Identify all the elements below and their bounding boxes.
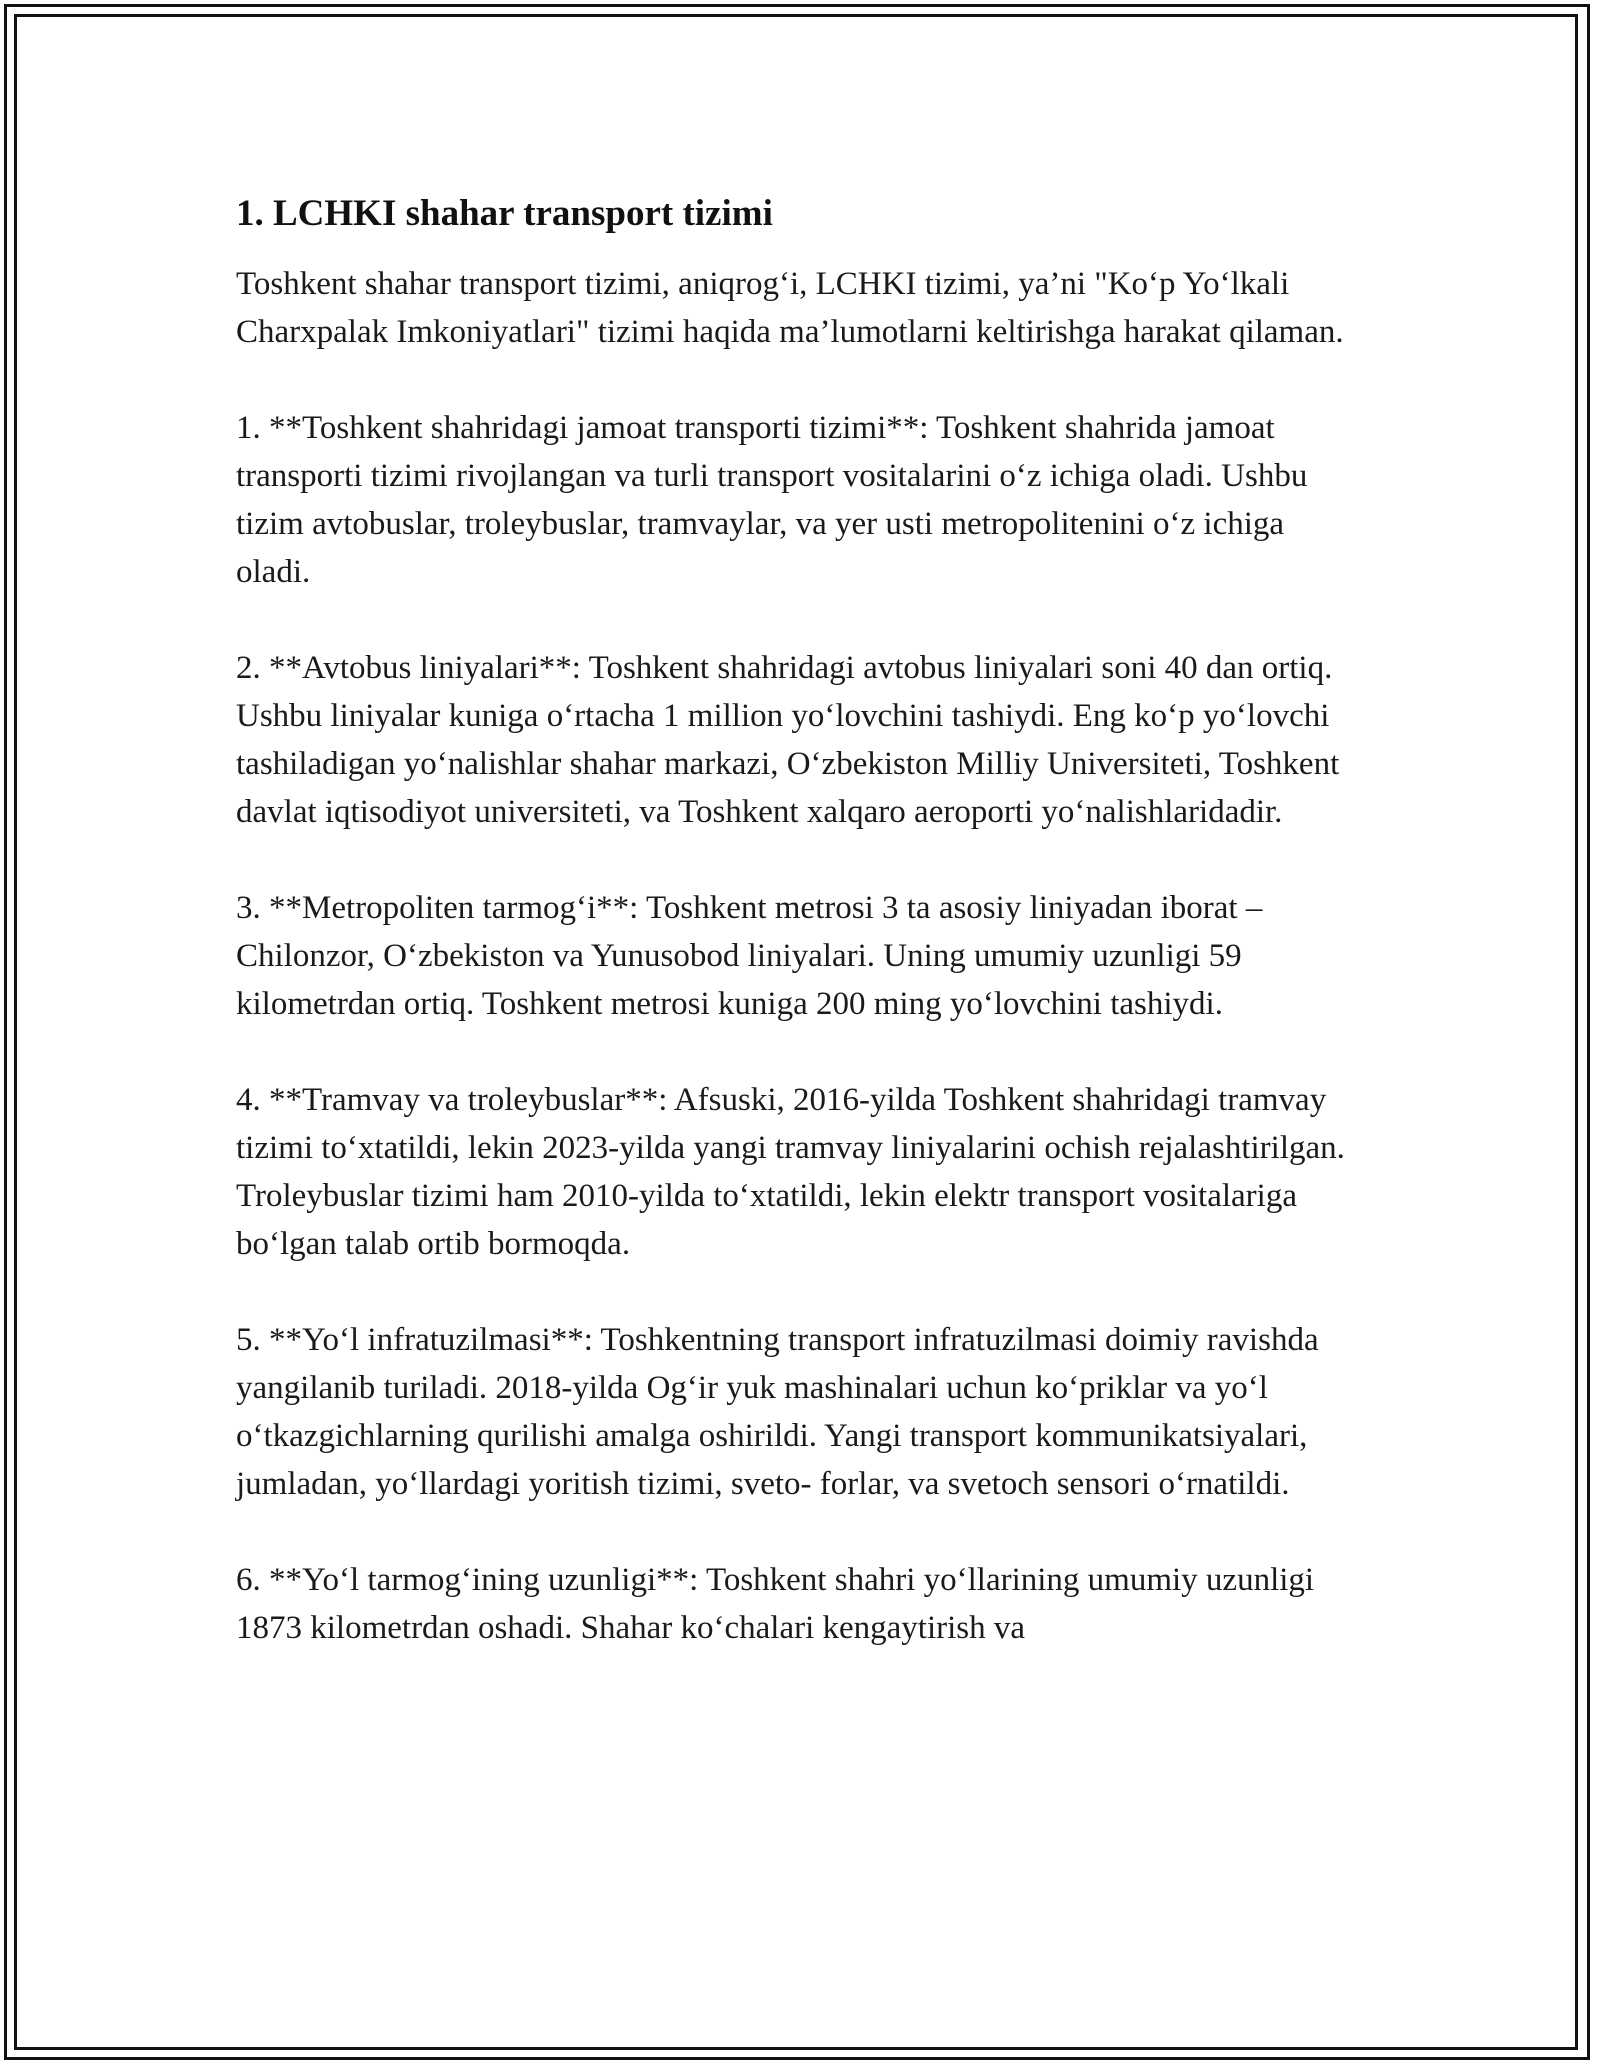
- paragraph-road-infrastructure: 5. **Yo‘l infratuzilmasi**: Toshkentning transport infratuzilmasi doimiy ravishda yangilanib turiladi. 2018-yilda Og‘ir yuk mashinalari uchun ko‘priklar va yo‘l o‘tkazgichlarning qurilishi amalga oshirildi. Yangi transport kommunikatsiyalari, jumladan, yo‘llardagi yoritish tizimi, sveto- forlar, va svetoch sensori o‘rnatildi.: [236, 1322, 1319, 1502]
- paragraph-public-transport: 1. **Toshkent shahridagi jamoat transporti tizimi**: Toshkent shahrida jamoat transporti tizimi rivojlangan va turli transport vositalarini o‘z ichiga oladi. Ushbu tizim avtobuslar, troleybuslar, tramvaylar, va yer usti metropolitenini o‘z ichiga oladi.: [236, 410, 1308, 590]
- document-title: 1. LCHKI shahar transport tizimi: [236, 193, 773, 234]
- paragraph-bus-lines: 2. **Avtobus liniyalari**: Toshkent shahridagi avtobus liniyalari soni 40 dan ortiq. Ushbu liniyalar kuniga o‘rtacha 1 million yo‘lovchini tashiydi. Eng ko‘p yo‘lovchi tashiladigan yo‘nalishlar shahar markazi, O‘zbekiston Milliy Universiteti, Toshkent davlat iqtisodiyot universiteti, va Toshkent xalqaro aeroporti yo‘nalishlaridadir.: [236, 650, 1340, 830]
- paragraph-tram-trolleybus: 4. **Tramvay va troleybuslar**: Afsuski, 2016-yilda Toshkent shahridagi tramvay tizimi to‘xtatildi, lekin 2023-yilda yangi tramvay liniyalarini ochish rejalashtirilgan. Troleybuslar tizimi ham 2010-yilda to‘xtatildi, lekin elektr transport vositalariga bo‘lgan talab ortib bormoqda.: [236, 1082, 1345, 1262]
- document-body: [236, 188, 1366, 1700]
- paragraph-road-network-length: 6. **Yo‘l tarmog‘ining uzunligi**: Toshkent shahri yo‘llarining umumiy uzunligi 1873 kilometrdan oshadi. Shahar ko‘chalari kengaytirish va: [236, 1562, 1315, 1646]
- intro-paragraph: Toshkent shahar transport tizimi, aniqrog‘i, LCHKI tizimi, ya’ni "Ko‘p Yo‘lkali Charxpalak Imkoniyatlari" tizimi haqida ma’lumotlarni keltirishga harakat qilaman.: [236, 266, 1344, 350]
- paragraph-metro-network: 3. **Metropoliten tarmog‘i**: Toshkent metrosi 3 ta asosiy liniyadan iborat – Chilonzor, O‘zbekiston va Yunusobod liniyalari. Uning umumiy uzunligi 59 kilometrdan ortiq. Toshkent metrosi kuniga 200 ming yo‘lovchini tashiydi.: [236, 890, 1263, 1022]
